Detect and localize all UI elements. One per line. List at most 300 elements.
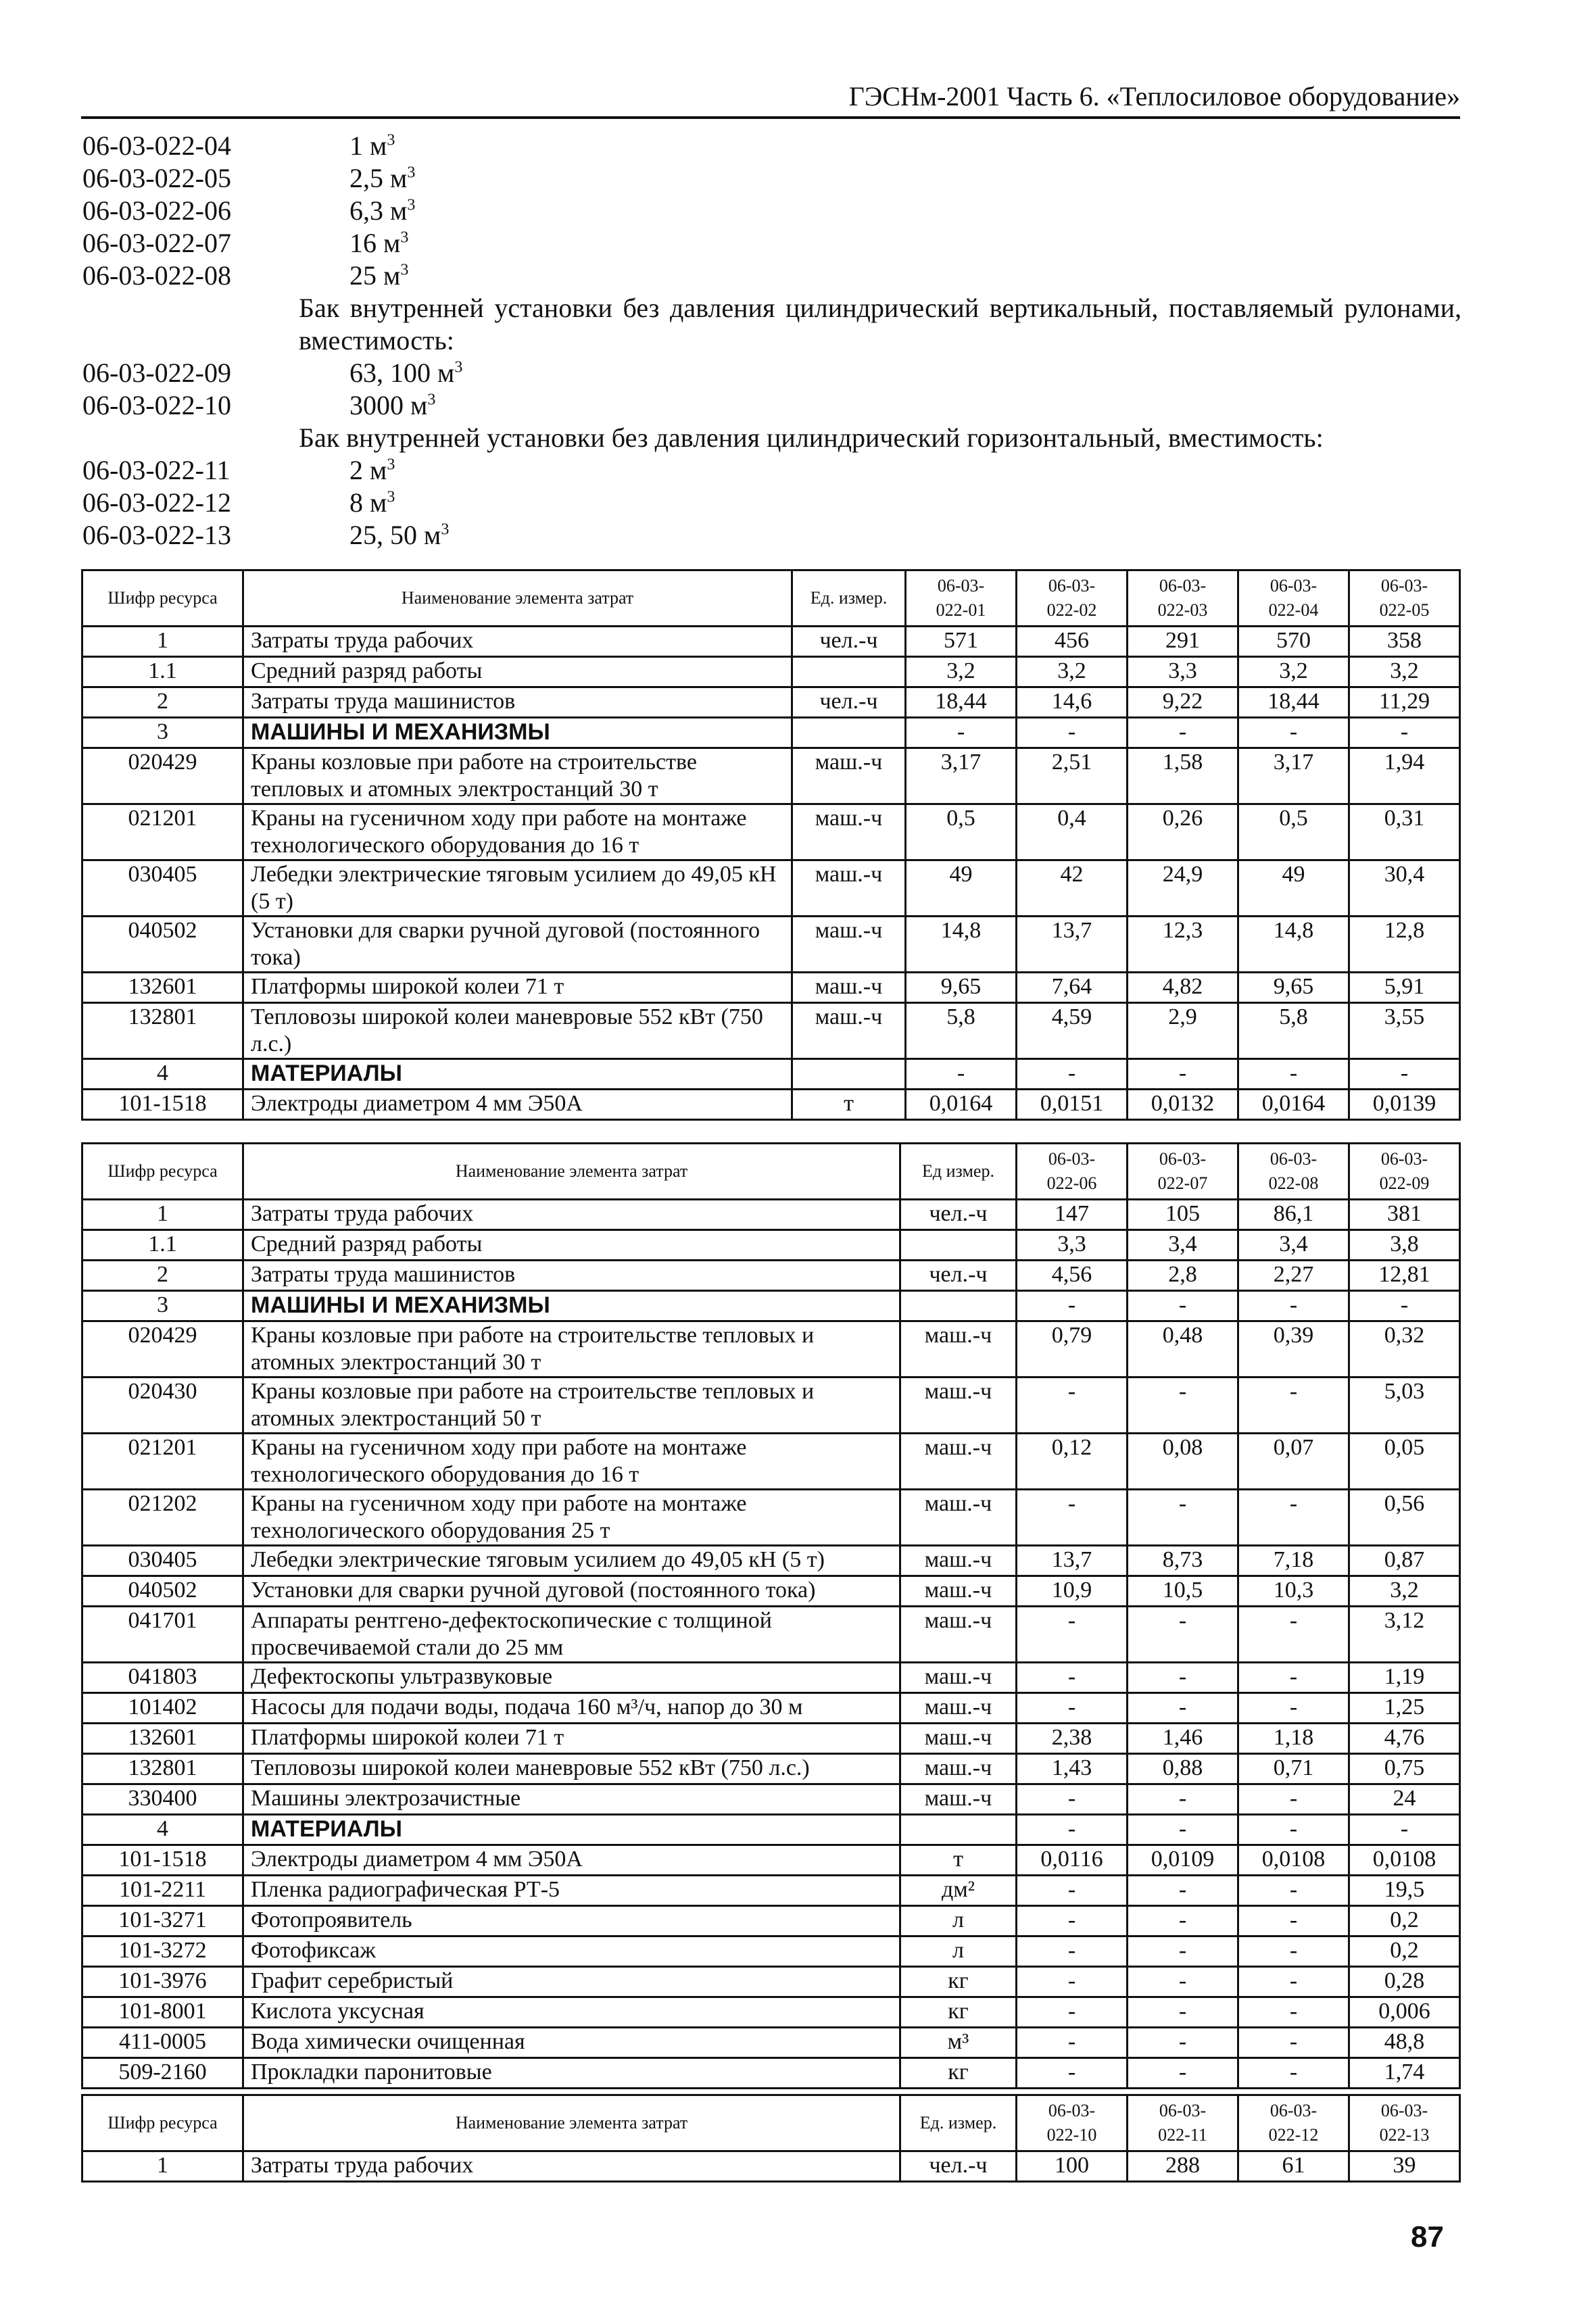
element-name: Затраты труда рабочих bbox=[243, 627, 792, 657]
element-name: Графит серебристый bbox=[243, 1967, 900, 1997]
table-row bbox=[82, 973, 1460, 1003]
resource-code: 020429 bbox=[82, 748, 243, 804]
unit: л bbox=[900, 1906, 1017, 1936]
superscript: 3 bbox=[441, 520, 450, 539]
value-cell: 14,8 bbox=[906, 917, 1017, 973]
value-cell: 291 bbox=[1128, 627, 1238, 657]
code-number: 06-03-022-06 bbox=[82, 195, 231, 226]
value-cell: - bbox=[1238, 1291, 1349, 1321]
value-cell: 3,17 bbox=[1238, 748, 1349, 804]
value-cell: - bbox=[1128, 2028, 1238, 2058]
resource-code: 2 bbox=[82, 687, 243, 718]
value-cell: - bbox=[1238, 1997, 1349, 2028]
value-cell: 0,26 bbox=[1128, 804, 1238, 860]
unit bbox=[792, 1059, 906, 1090]
value-cell: - bbox=[1128, 1291, 1238, 1321]
table-row bbox=[82, 1003, 1460, 1059]
value-cell: 100 bbox=[1017, 2151, 1128, 2182]
value-cell: 0,12 bbox=[1017, 1434, 1128, 1490]
value-cell: - bbox=[1238, 1059, 1349, 1090]
header-variant: 06-03- 022-03 bbox=[1128, 570, 1238, 627]
value-cell: - bbox=[1238, 1784, 1349, 1815]
resource-code: 041701 bbox=[82, 1607, 243, 1663]
table-row bbox=[82, 1754, 1460, 1784]
norms-table-3 bbox=[81, 2094, 1461, 2183]
resource-code: 509-2160 bbox=[82, 2058, 243, 2089]
code-volume: 3000 $м^3$ bbox=[349, 390, 436, 420]
value-cell: 4,82 bbox=[1128, 973, 1238, 1003]
unit: маш.-ч bbox=[900, 1434, 1017, 1490]
table-row bbox=[82, 1906, 1460, 1936]
unit: маш.-ч bbox=[900, 1490, 1017, 1546]
value-cell: 12,3 bbox=[1128, 917, 1238, 973]
value-cell: - bbox=[1128, 1967, 1238, 1997]
value-cell: 18,44 bbox=[906, 687, 1017, 718]
value-cell: 3,2 bbox=[1017, 657, 1128, 687]
value-cell: 358 bbox=[1349, 627, 1460, 657]
resource-code: 021201 bbox=[82, 1434, 243, 1490]
table-row bbox=[82, 1663, 1460, 1693]
header-variant: 06-03- 022-06 bbox=[1017, 1144, 1128, 1200]
value-cell: 0,32 bbox=[1349, 1321, 1460, 1378]
page-header bbox=[81, 76, 1460, 119]
resource-code: 020430 bbox=[82, 1378, 243, 1434]
codes-group-a bbox=[82, 130, 1461, 292]
value-cell: - bbox=[1128, 1490, 1238, 1546]
superscript: 3 bbox=[427, 391, 436, 409]
element-name: Краны на гусеничном ходу при работе на монтаже технологического оборудования до 16 т bbox=[243, 804, 792, 860]
header-variant: 06-03- 022-09 bbox=[1349, 1144, 1460, 1200]
header-code: Шифр ресурса bbox=[82, 2095, 243, 2151]
code-number: 06-03-022-10 bbox=[82, 390, 231, 420]
unit: маш.-ч bbox=[900, 1378, 1017, 1434]
value-cell: - bbox=[1017, 1936, 1128, 1967]
element-name: Лебедки электрические тяговым усилием до 49,05 кН (5 т) bbox=[243, 1546, 900, 1576]
value-cell: - bbox=[1128, 718, 1238, 748]
value-cell: 456 bbox=[1017, 627, 1128, 657]
value-cell: 5,91 bbox=[1349, 973, 1460, 1003]
table-row bbox=[82, 718, 1460, 748]
value-cell: 0,88 bbox=[1128, 1754, 1238, 1784]
table-header-row bbox=[82, 570, 1460, 627]
value-cell: - bbox=[1017, 1663, 1128, 1693]
unit: чел.-ч bbox=[900, 1261, 1017, 1291]
value-cell: 0,56 bbox=[1349, 1490, 1460, 1546]
description-c: Бак внутренней установки без давления цилиндрический горизонтальный, вместимость: bbox=[299, 422, 1324, 453]
element-name: МАТЕРИАЛЫ bbox=[243, 1815, 900, 1845]
value-cell: - bbox=[1238, 2058, 1349, 2089]
header-unit: Ед измер. bbox=[900, 1144, 1017, 1200]
table-row bbox=[82, 1815, 1460, 1845]
element-name: Машины электрозачистные bbox=[243, 1784, 900, 1815]
table-row bbox=[82, 1784, 1460, 1815]
value-cell: 0,0164 bbox=[906, 1090, 1017, 1120]
code-volume: 25 $м^3$ bbox=[349, 260, 409, 291]
element-name: Краны на гусеничном ходу при работе на монтаже технологического оборудования до 16 т bbox=[243, 1434, 900, 1490]
value-cell: 0,0108 bbox=[1349, 1845, 1460, 1876]
value-cell: - bbox=[1128, 1784, 1238, 1815]
table-row bbox=[82, 917, 1460, 973]
value-cell: 49 bbox=[1238, 860, 1349, 917]
value-cell: - bbox=[1017, 2058, 1128, 2089]
value-cell: - bbox=[1017, 1967, 1128, 1997]
table-row bbox=[82, 1724, 1460, 1754]
element-name: Платформы широкой колеи 71 т bbox=[243, 1724, 900, 1754]
element-name: Прокладки паронитовые bbox=[243, 2058, 900, 2089]
table-row bbox=[82, 1845, 1460, 1876]
value-cell: - bbox=[1349, 1059, 1460, 1090]
code-volume: 6,3 $м^3$ bbox=[349, 195, 416, 226]
table-row bbox=[82, 860, 1460, 917]
value-cell: 2,51 bbox=[1017, 748, 1128, 804]
unit: маш.-ч bbox=[900, 1576, 1017, 1607]
value-cell: - bbox=[1238, 1378, 1349, 1434]
unit: т bbox=[900, 1845, 1017, 1876]
header-variant: 06-03- 022-04 bbox=[1238, 570, 1349, 627]
value-cell: 105 bbox=[1128, 1200, 1238, 1230]
value-cell: 9,22 bbox=[1128, 687, 1238, 718]
value-cell: 39 bbox=[1349, 2151, 1460, 2182]
unit: маш.-ч bbox=[900, 1663, 1017, 1693]
value-cell: - bbox=[1128, 1906, 1238, 1936]
unit: чел.-ч bbox=[792, 627, 906, 657]
codes-group-c bbox=[82, 454, 1461, 552]
value-cell: 42 bbox=[1017, 860, 1128, 917]
code-line bbox=[82, 519, 1461, 552]
value-cell: 3,4 bbox=[1128, 1230, 1238, 1261]
value-cell: 0,48 bbox=[1128, 1321, 1238, 1378]
element-name: Установки для сварки ручной дуговой (постоянного тока) bbox=[243, 1576, 900, 1607]
unit: маш.-ч bbox=[900, 1607, 1017, 1663]
element-name: Тепловозы широкой колеи маневровые 552 кВт (750 л.с.) bbox=[243, 1003, 792, 1059]
table-row bbox=[82, 1434, 1460, 1490]
table-row bbox=[82, 1997, 1460, 2028]
value-cell: 570 bbox=[1238, 627, 1349, 657]
element-name: Электроды диаметром 4 мм Э50А bbox=[243, 1845, 900, 1876]
code-volume: 8 $м^3$ bbox=[349, 487, 395, 518]
unit bbox=[792, 718, 906, 748]
value-cell: 0,31 bbox=[1349, 804, 1460, 860]
value-cell: 7,64 bbox=[1017, 973, 1128, 1003]
value-cell: - bbox=[1017, 1693, 1128, 1724]
table-row bbox=[82, 1261, 1460, 1291]
resource-code: 101-1518 bbox=[82, 1845, 243, 1876]
header-variant: 06-03- 022-08 bbox=[1238, 1144, 1349, 1200]
value-cell: - bbox=[1017, 1059, 1128, 1090]
unit: маш.-ч bbox=[900, 1546, 1017, 1576]
unit: маш.-ч bbox=[792, 917, 906, 973]
unit: кг bbox=[900, 1967, 1017, 1997]
header-variant: 06-03- 022-11 bbox=[1128, 2095, 1238, 2151]
code-number: 06-03-022-05 bbox=[82, 163, 231, 193]
header-variant: 06-03- 022-02 bbox=[1017, 570, 1128, 627]
table-row bbox=[82, 1321, 1460, 1378]
value-cell: - bbox=[1238, 1815, 1349, 1845]
resource-code: 021202 bbox=[82, 1490, 243, 1546]
resource-code: 3 bbox=[82, 718, 243, 748]
element-name: Кислота уксусная bbox=[243, 1997, 900, 2028]
resource-code: 030405 bbox=[82, 860, 243, 917]
code-number: 06-03-022-04 bbox=[82, 130, 231, 161]
value-cell: - bbox=[1017, 2028, 1128, 2058]
value-cell: 3,17 bbox=[906, 748, 1017, 804]
unit: маш.-ч bbox=[900, 1693, 1017, 1724]
value-cell: 0,5 bbox=[906, 804, 1017, 860]
value-cell: - bbox=[1238, 1906, 1349, 1936]
resource-code: 411-0005 bbox=[82, 2028, 243, 2058]
resource-code: 101402 bbox=[82, 1693, 243, 1724]
value-cell: 0,05 bbox=[1349, 1434, 1460, 1490]
value-cell: - bbox=[1238, 1967, 1349, 1997]
value-cell: 0,2 bbox=[1349, 1906, 1460, 1936]
value-cell: 1,19 bbox=[1349, 1663, 1460, 1693]
resource-code: 132601 bbox=[82, 1724, 243, 1754]
value-cell: - bbox=[1238, 1663, 1349, 1693]
header-variant: 06-03- 022-10 bbox=[1017, 2095, 1128, 2151]
table-row bbox=[82, 1967, 1460, 1997]
element-name: Дефектоскопы ультразвуковые bbox=[243, 1663, 900, 1693]
resource-code: 041803 bbox=[82, 1663, 243, 1693]
resource-code: 101-2211 bbox=[82, 1876, 243, 1906]
element-name: Фотопроявитель bbox=[243, 1906, 900, 1936]
unit bbox=[900, 1815, 1017, 1845]
value-cell: - bbox=[1017, 1490, 1128, 1546]
header-title: ГЭСНм-2001 Часть 6. «Теплосиловое оборудование» bbox=[848, 81, 1460, 112]
code-number: 06-03-022-09 bbox=[82, 358, 231, 388]
table-row bbox=[82, 1576, 1460, 1607]
header-name: Наименование элемента затрат bbox=[243, 1144, 900, 1200]
resource-code: 330400 bbox=[82, 1784, 243, 1815]
unit: маш.-ч bbox=[792, 748, 906, 804]
element-name: МАШИНЫ И МЕХАНИЗМЫ bbox=[243, 1291, 900, 1321]
code-number: 06-03-022-08 bbox=[82, 260, 231, 291]
value-cell: - bbox=[1128, 1693, 1238, 1724]
page-number: 87 bbox=[1411, 2220, 1444, 2253]
value-cell: 9,65 bbox=[906, 973, 1017, 1003]
header-name: Наименование элемента затрат bbox=[243, 570, 792, 627]
value-cell: 0,0164 bbox=[1238, 1090, 1349, 1120]
value-cell: - bbox=[1017, 1906, 1128, 1936]
norms-table-1 bbox=[81, 569, 1461, 1121]
resource-code: 020429 bbox=[82, 1321, 243, 1378]
resource-code: 4 bbox=[82, 1059, 243, 1090]
value-cell: 10,5 bbox=[1128, 1576, 1238, 1607]
value-cell: 3,2 bbox=[1349, 1576, 1460, 1607]
unit: м³ bbox=[900, 2028, 1017, 2058]
code-line bbox=[82, 227, 1461, 260]
value-cell: - bbox=[906, 1059, 1017, 1090]
value-cell: 0,39 bbox=[1238, 1321, 1349, 1378]
unit: кг bbox=[900, 1997, 1017, 2028]
unit: чел.-ч bbox=[900, 2151, 1017, 2182]
element-name: Средний разряд работы bbox=[243, 657, 792, 687]
table-header-row bbox=[82, 1144, 1460, 1200]
value-cell: 0,4 bbox=[1017, 804, 1128, 860]
element-name: МАТЕРИАЛЫ bbox=[243, 1059, 792, 1090]
element-name: Пленка радиографическая РТ-5 bbox=[243, 1876, 900, 1906]
value-cell: 11,29 bbox=[1349, 687, 1460, 718]
header-code: Шифр ресурса bbox=[82, 570, 243, 627]
resource-code: 1 bbox=[82, 2151, 243, 2182]
resource-code: 132801 bbox=[82, 1754, 243, 1784]
value-cell: 4,76 bbox=[1349, 1724, 1460, 1754]
header-name: Наименование элемента затрат bbox=[243, 2095, 900, 2151]
value-cell: - bbox=[1017, 1876, 1128, 1906]
value-cell: 12,8 bbox=[1349, 917, 1460, 973]
code-number: 06-03-022-07 bbox=[82, 228, 231, 258]
value-cell: 18,44 bbox=[1238, 687, 1349, 718]
resource-code: 1 bbox=[82, 627, 243, 657]
code-volume: 25, 50 $м^3$ bbox=[349, 520, 450, 550]
value-cell: 381 bbox=[1349, 1200, 1460, 1230]
table-header-row bbox=[82, 2095, 1460, 2151]
unit: маш.-ч bbox=[900, 1754, 1017, 1784]
header-code: Шифр ресурса bbox=[82, 1144, 243, 1200]
unit: маш.-ч bbox=[792, 1003, 906, 1059]
unit: маш.-ч bbox=[792, 860, 906, 917]
unit: маш.-ч bbox=[900, 1784, 1017, 1815]
resource-code: 132801 bbox=[82, 1003, 243, 1059]
value-cell: 61 bbox=[1238, 2151, 1349, 2182]
value-cell: 9,65 bbox=[1238, 973, 1349, 1003]
element-name: Электроды диаметром 4 мм Э50А bbox=[243, 1090, 792, 1120]
value-cell: - bbox=[1128, 1663, 1238, 1693]
resource-code: 101-8001 bbox=[82, 1997, 243, 2028]
resource-code: 101-3271 bbox=[82, 1906, 243, 1936]
table-row bbox=[82, 1876, 1460, 1906]
resource-code: 101-1518 bbox=[82, 1090, 243, 1120]
value-cell: 0,006 bbox=[1349, 1997, 1460, 2028]
value-cell: 0,0132 bbox=[1128, 1090, 1238, 1120]
value-cell: 0,07 bbox=[1238, 1434, 1349, 1490]
code-line bbox=[82, 130, 1461, 162]
resource-code: 101-3976 bbox=[82, 1967, 243, 1997]
value-cell: 10,9 bbox=[1017, 1576, 1128, 1607]
element-name: Насосы для подачи воды, подача 160 м³/ч, напор до 30 м bbox=[243, 1693, 900, 1724]
code-volume: 2 $м^3$ bbox=[349, 455, 395, 485]
table-row bbox=[82, 1230, 1460, 1261]
value-cell: 3,2 bbox=[906, 657, 1017, 687]
value-cell: 0,0108 bbox=[1238, 1845, 1349, 1876]
value-cell: 13,7 bbox=[1017, 917, 1128, 973]
code-number: 06-03-022-13 bbox=[82, 520, 231, 550]
value-cell: 2,9 bbox=[1128, 1003, 1238, 1059]
code-number: 06-03-022-11 bbox=[82, 455, 231, 485]
code-line bbox=[82, 195, 1461, 227]
value-cell: 19,5 bbox=[1349, 1876, 1460, 1906]
element-name: МАШИНЫ И МЕХАНИЗМЫ bbox=[243, 718, 792, 748]
value-cell: 0,87 bbox=[1349, 1546, 1460, 1576]
value-cell: - bbox=[1349, 1291, 1460, 1321]
value-cell: 0,71 bbox=[1238, 1754, 1349, 1784]
table-row bbox=[82, 1200, 1460, 1230]
table-row bbox=[82, 1607, 1460, 1663]
value-cell: 0,79 bbox=[1017, 1321, 1128, 1378]
element-name: Установки для сварки ручной дуговой (постоянного тока) bbox=[243, 917, 792, 973]
code-number: 06-03-022-12 bbox=[82, 487, 231, 518]
value-cell: 13,7 bbox=[1017, 1546, 1128, 1576]
resource-code: 1.1 bbox=[82, 1230, 243, 1261]
value-cell: 1,43 bbox=[1017, 1754, 1128, 1784]
code-line bbox=[82, 162, 1461, 195]
header-variant: 06-03- 022-12 bbox=[1238, 2095, 1349, 2151]
value-cell: 49 bbox=[906, 860, 1017, 917]
value-cell: - bbox=[1128, 1997, 1238, 2028]
value-cell: - bbox=[1128, 2058, 1238, 2089]
table-row bbox=[82, 1059, 1460, 1090]
element-name: Краны козловые при работе на строительстве тепловых и атомных электростанций 50 т bbox=[243, 1378, 900, 1434]
table-row bbox=[82, 2151, 1460, 2182]
value-cell: 0,0116 bbox=[1017, 1845, 1128, 1876]
value-cell: 2,8 bbox=[1128, 1261, 1238, 1291]
unit: т bbox=[792, 1090, 906, 1120]
table-row bbox=[82, 1291, 1460, 1321]
value-cell: - bbox=[1238, 2028, 1349, 2058]
value-cell: 5,8 bbox=[906, 1003, 1017, 1059]
code-volume: 1 $м^3$ bbox=[349, 130, 395, 161]
value-cell: 1,46 bbox=[1128, 1724, 1238, 1754]
value-cell: 48,8 bbox=[1349, 2028, 1460, 2058]
unit bbox=[792, 657, 906, 687]
codes-group-b bbox=[82, 357, 1461, 422]
value-cell: - bbox=[1017, 1378, 1128, 1434]
value-cell: 571 bbox=[906, 627, 1017, 657]
element-name: Затраты труда машинистов bbox=[243, 687, 792, 718]
value-cell: 147 bbox=[1017, 1200, 1128, 1230]
value-cell: - bbox=[1128, 1815, 1238, 1845]
value-cell: 1,18 bbox=[1238, 1724, 1349, 1754]
resource-code: 4 bbox=[82, 1815, 243, 1845]
table-row bbox=[82, 748, 1460, 804]
superscript: 3 bbox=[387, 488, 395, 506]
value-cell: 14,6 bbox=[1017, 687, 1128, 718]
value-cell: 288 bbox=[1128, 2151, 1238, 2182]
value-cell: 5,8 bbox=[1238, 1003, 1349, 1059]
unit: маш.-ч bbox=[900, 1724, 1017, 1754]
value-cell: 4,59 bbox=[1017, 1003, 1128, 1059]
value-cell: 0,0151 bbox=[1017, 1090, 1128, 1120]
value-cell: 1,58 bbox=[1128, 748, 1238, 804]
value-cell: 14,8 bbox=[1238, 917, 1349, 973]
value-cell: 3,8 bbox=[1349, 1230, 1460, 1261]
resource-code: 2 bbox=[82, 1261, 243, 1291]
resource-code: 030405 bbox=[82, 1546, 243, 1576]
value-cell: 0,2 bbox=[1349, 1936, 1460, 1967]
unit: чел.-ч bbox=[900, 1200, 1017, 1230]
superscript: 3 bbox=[407, 196, 416, 214]
description-b: Бак внутренней установки без давления цилиндрический вертикальный, поставляемый рулонами, вместимость: bbox=[299, 293, 1461, 356]
resource-code: 101-3272 bbox=[82, 1936, 243, 1967]
superscript: 3 bbox=[387, 131, 395, 149]
table-row bbox=[82, 1546, 1460, 1576]
code-line bbox=[82, 260, 1461, 292]
norms-table-2 bbox=[81, 1142, 1461, 2089]
unit: маш.-ч bbox=[792, 973, 906, 1003]
value-cell: 0,75 bbox=[1349, 1754, 1460, 1784]
element-name: Средний разряд работы bbox=[243, 1230, 900, 1261]
header-unit: Ед. измер. bbox=[792, 570, 906, 627]
resource-code: 3 bbox=[82, 1291, 243, 1321]
value-cell: 5,03 bbox=[1349, 1378, 1460, 1434]
value-cell: 0,0109 bbox=[1128, 1845, 1238, 1876]
value-cell: 1,74 bbox=[1349, 2058, 1460, 2089]
value-cell: 2,27 bbox=[1238, 1261, 1349, 1291]
table-row bbox=[82, 804, 1460, 860]
intro-block bbox=[82, 130, 1461, 552]
value-cell: 3,55 bbox=[1349, 1003, 1460, 1059]
value-cell: 4,56 bbox=[1017, 1261, 1128, 1291]
unit: маш.-ч bbox=[900, 1321, 1017, 1378]
